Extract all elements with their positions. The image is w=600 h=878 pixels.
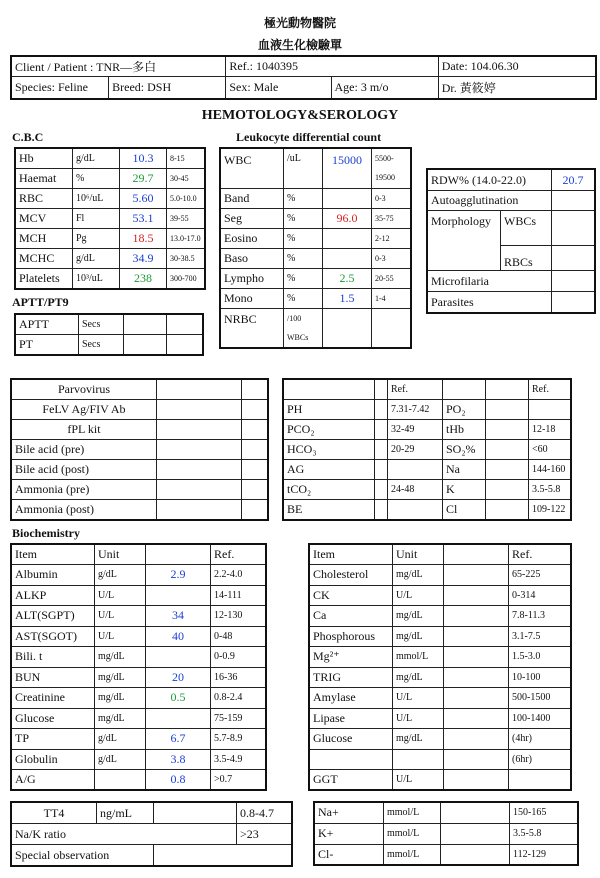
serology-name: FeLV Ag/FIV Ab — [11, 400, 157, 420]
gas-ref — [388, 460, 443, 480]
bio-row — [11, 626, 266, 647]
bio-row — [11, 606, 266, 627]
tt4-ref: 0.8-4.7 — [237, 802, 293, 824]
bio-name-r: Lipase — [309, 708, 393, 729]
tt4-unit: ng/mL — [97, 802, 154, 824]
leukocyte-label: Leukocyte differential count — [236, 130, 382, 144]
diff-row — [220, 188, 411, 208]
bio-ref: 12-130 — [211, 606, 267, 627]
bio-row-right — [309, 749, 571, 770]
diff-ref: 0-3 — [372, 188, 412, 208]
gas-ref-header: Ref. — [388, 379, 443, 400]
elec-unit: mmol/L — [384, 823, 441, 844]
autoagglutination-label: Autoagglutination — [427, 191, 552, 211]
bio-row-right — [309, 770, 571, 791]
bio-unit-r: U/L — [393, 585, 444, 606]
cbc-value: 238 — [120, 269, 167, 290]
morph-rbcs-label: RBCs — [501, 245, 552, 270]
bio-unit: U/L — [95, 626, 146, 647]
bio-ref-r: 3.1-7.5 — [509, 626, 572, 647]
bio-unit: mg/dL — [95, 667, 146, 688]
nrbc-name: NRBC — [220, 308, 284, 348]
bio-name-r — [309, 749, 393, 770]
cbc-ref: 5.0-10.0 — [167, 189, 206, 209]
bio-unit: U/L — [95, 606, 146, 627]
cbc-ref: 30-38.5 — [167, 249, 206, 269]
gas-ref-2 — [529, 400, 572, 420]
bio-ref-header: Ref. — [211, 544, 267, 565]
diff-value: 2.5 — [323, 268, 372, 288]
cbc-value: 10.3 — [120, 148, 167, 169]
gas-item: AG — [283, 460, 375, 480]
gas-ref: 32-49 — [388, 420, 443, 440]
elec-name: K+ — [314, 823, 384, 844]
aptt-table — [14, 313, 204, 356]
diff-row — [220, 268, 411, 288]
bio-unit-header-r: Unit — [393, 544, 444, 565]
diff-row — [220, 248, 411, 268]
diff-value — [323, 188, 372, 208]
bio-name: BUN — [11, 667, 95, 688]
bio-row — [11, 688, 266, 709]
gas-ref — [388, 500, 443, 521]
gas-item: PCO₂ — [283, 420, 375, 440]
cbc-ref: 30-45 — [167, 169, 206, 189]
biochemistry-label: Biochemistry — [12, 526, 80, 540]
bio-value: 40 — [146, 626, 211, 647]
wbc-name: WBC — [220, 148, 284, 188]
serology-name: Parvovirus — [11, 379, 157, 400]
bio-row-right — [309, 708, 571, 729]
cbc-name: Hb — [15, 148, 73, 169]
elec-name: Cl- — [314, 844, 384, 865]
bio-row-right — [309, 606, 571, 627]
bio-name: A/G — [11, 770, 95, 791]
wbc-unit: /uL — [284, 148, 323, 188]
cbc-row — [15, 229, 205, 249]
bio-name-r: CK — [309, 585, 393, 606]
gas-item-2: Na — [443, 460, 486, 480]
bio-ref-r: 1.5-3.0 — [509, 647, 572, 668]
diff-name: Baso — [220, 248, 284, 268]
bio-row-right — [309, 647, 571, 668]
cbc-name: MCHC — [15, 249, 73, 269]
diff-name: Band — [220, 188, 284, 208]
gas-ref-header-2: Ref. — [529, 379, 572, 400]
bio-unit-header: Unit — [95, 544, 146, 565]
gas-ref: 24-48 — [388, 480, 443, 500]
diff-value — [323, 228, 372, 248]
tt4-table — [10, 801, 293, 867]
bio-name: Globulin — [11, 749, 95, 770]
diff-row — [220, 288, 411, 308]
bio-unit: mg/dL — [95, 708, 146, 729]
bio-ref: 2.2-4.0 — [211, 565, 267, 586]
bio-row — [11, 585, 266, 606]
serology-name: fPL kit — [11, 420, 157, 440]
cbc-ref: 8-15 — [167, 148, 206, 169]
elec-ref: 112-129 — [510, 844, 579, 865]
cbc-value: 53.1 — [120, 209, 167, 229]
diff-name: Lympho — [220, 268, 284, 288]
bio-name-r: Cholesterol — [309, 565, 393, 586]
gas-item-2: SO₂% — [443, 440, 486, 460]
diff-unit: % — [284, 228, 323, 248]
bio-unit: U/L — [95, 585, 146, 606]
bio-unit-r: mmol/L — [393, 647, 444, 668]
bio-ref-r: 100-1400 — [509, 708, 572, 729]
rdw-table — [426, 168, 596, 314]
parasites-label: Parasites — [427, 292, 552, 314]
cbc-name: RBC — [15, 189, 73, 209]
bio-row-right — [309, 667, 571, 688]
aptt-unit: Secs — [79, 335, 124, 356]
diff-value — [323, 248, 372, 268]
serology-name: Ammonia (pre) — [11, 480, 157, 500]
bio-item-header-r: Item — [309, 544, 393, 565]
section-heading: HEMOTOLOGY&SEROLOGY — [201, 108, 399, 123]
bio-unit-r: U/L — [393, 708, 444, 729]
cbc-value: 18.5 — [120, 229, 167, 249]
diff-value: 1.5 — [323, 288, 372, 308]
bio-row — [11, 729, 266, 750]
cbc-ref: 300-700 — [167, 269, 206, 290]
bio-unit-r: mg/dL — [393, 565, 444, 586]
wbc-table — [219, 147, 412, 349]
serology-name: Bile acid (post) — [11, 460, 157, 480]
bio-value: 20 — [146, 667, 211, 688]
tt4-label: TT4 — [11, 802, 97, 824]
bio-unit-r: mg/dL — [393, 626, 444, 647]
bio-unit: g/dL — [95, 749, 146, 770]
bio-item-header: Item — [11, 544, 95, 565]
bio-value — [146, 708, 211, 729]
cbc-row — [15, 148, 205, 169]
cbc-table — [14, 147, 206, 290]
wbc-ref-1: 5500- — [372, 148, 412, 168]
bio-name: ALT(SGPT) — [11, 606, 95, 627]
bio-name: Creatinine — [11, 688, 95, 709]
microfilaria-label: Microfilaria — [427, 271, 552, 292]
gas-ref-2: 12-18 — [529, 420, 572, 440]
gas-ref-2: <60 — [529, 440, 572, 460]
diff-ref: 0-3 — [372, 248, 412, 268]
cbc-name: MCH — [15, 229, 73, 249]
sex-field: Sex: Male — [226, 77, 331, 99]
diff-unit: % — [284, 288, 323, 308]
gas-item: BE — [283, 500, 375, 521]
diff-ref: 20-55 — [372, 268, 412, 288]
bio-name: AST(SGOT) — [11, 626, 95, 647]
bio-unit: mg/dL — [95, 647, 146, 668]
client-field: Client / Patient : TNR—多白 — [11, 56, 226, 77]
bio-name-r: Glucose — [309, 729, 393, 750]
aptt-label: APTT/PT9 — [12, 295, 69, 309]
bio-ref-r: (4hr) — [509, 729, 572, 750]
diff-ref: 2-12 — [372, 228, 412, 248]
bio-name: Albumin — [11, 565, 95, 586]
bio-ref-r: 500-1500 — [509, 688, 572, 709]
cbc-value: 34.9 — [120, 249, 167, 269]
bio-name: ALKP — [11, 585, 95, 606]
aptt-unit: Secs — [79, 314, 124, 335]
cbc-name: Haemat — [15, 169, 73, 189]
diff-name: Eosino — [220, 228, 284, 248]
bio-name-r: Phosphorous — [309, 626, 393, 647]
ref-field: Ref.: 1040395 — [226, 56, 438, 77]
cbc-row — [15, 189, 205, 209]
gas-item-2: tHb — [443, 420, 486, 440]
gas-item: HCO₃ — [283, 440, 375, 460]
bio-row-right — [309, 729, 571, 750]
diff-name: Seg — [220, 208, 284, 228]
bio-unit-r: mg/dL — [393, 606, 444, 627]
bio-ref: 5.7-8.9 — [211, 729, 267, 750]
bio-name-r: Ca — [309, 606, 393, 627]
gas-item: PH — [283, 400, 375, 420]
bio-ref-r: 65-225 — [509, 565, 572, 586]
nrbc-unit-1: /100 — [284, 308, 323, 328]
cbc-name: MCV — [15, 209, 73, 229]
diff-row — [220, 228, 411, 248]
gas-ref: 20-29 — [388, 440, 443, 460]
bio-ref-r: 10-100 — [509, 667, 572, 688]
bio-row — [11, 565, 266, 586]
bio-name-r: Amylase — [309, 688, 393, 709]
bio-ref: 75-159 — [211, 708, 267, 729]
bio-unit-r — [393, 749, 444, 770]
bio-value: 2.9 — [146, 565, 211, 586]
gas-item-2: K — [443, 480, 486, 500]
nrbc-unit-2: WBCs — [284, 328, 323, 348]
bio-value: 6.7 — [146, 729, 211, 750]
bio-ref-r: 7.8-11.3 — [509, 606, 572, 627]
cbc-row — [15, 209, 205, 229]
bio-name-r: Mg²⁺ — [309, 647, 393, 668]
bio-value: 34 — [146, 606, 211, 627]
wbc-value: 15000 — [323, 148, 372, 188]
bio-ref-r: 0-314 — [509, 585, 572, 606]
bio-name: Glucose — [11, 708, 95, 729]
diff-unit: % — [284, 268, 323, 288]
diff-unit: % — [284, 248, 323, 268]
bio-row — [11, 647, 266, 668]
bio-ref: 0-0.9 — [211, 647, 267, 668]
cbc-label: C.B.C — [12, 130, 44, 144]
bio-ref: 0-48 — [211, 626, 267, 647]
cbc-value: 29.7 — [120, 169, 167, 189]
elec-ref: 3.5-5.8 — [510, 823, 579, 844]
bio-ref-r: (6hr) — [509, 749, 572, 770]
bio-row — [11, 749, 266, 770]
cbc-ref: 39-55 — [167, 209, 206, 229]
bio-row — [11, 708, 266, 729]
bio-unit-r: U/L — [393, 770, 444, 791]
bio-value: 0.8 — [146, 770, 211, 791]
serology-name: Bile acid (pre) — [11, 440, 157, 460]
bio-ref-header-r: Ref. — [509, 544, 572, 565]
elec-unit: mmol/L — [384, 802, 441, 823]
gas-ref: 7.31-7.42 — [388, 400, 443, 420]
bio-ref: 0.8-2.4 — [211, 688, 267, 709]
cbc-unit: Fl — [73, 209, 120, 229]
morphology-label: Morphology — [427, 211, 501, 271]
bio-value — [146, 647, 211, 668]
form-title: 血液生化檢驗單 — [257, 38, 342, 52]
diff-ref: 35-75 — [372, 208, 412, 228]
elec-ref: 150-165 — [510, 802, 579, 823]
cbc-unit: % — [73, 169, 120, 189]
special-observation-label: Special observation — [11, 845, 154, 867]
bio-value — [146, 585, 211, 606]
cbc-name: Platelets — [15, 269, 73, 290]
doctor-field: Dr. 黃筱婷 — [438, 77, 596, 99]
bio-name: Bili. t — [11, 647, 95, 668]
gas-item: tCO₂ — [283, 480, 375, 500]
hospital-name: 極光動物醫院 — [263, 16, 336, 30]
aptt-name: APTT — [15, 314, 79, 335]
bio-unit: g/dL — [95, 729, 146, 750]
bio-ref-r — [509, 770, 572, 791]
biochem-right-table — [308, 543, 572, 791]
cbc-unit: g/dL — [73, 148, 120, 169]
cbc-unit: 10⁶/uL — [73, 189, 120, 209]
bio-name: TP — [11, 729, 95, 750]
rdw-value: 20.7 — [552, 169, 596, 191]
age-field: Age: 3 m/o — [331, 77, 438, 99]
cbc-row — [15, 269, 205, 290]
cbc-ref: 13.0-17.0 — [167, 229, 206, 249]
blood-gas-table — [282, 378, 572, 521]
nak-ratio-ref: >23 — [237, 824, 293, 845]
bio-name-r: TRIG — [309, 667, 393, 688]
bio-row-right — [309, 688, 571, 709]
bio-unit-r: mg/dL — [393, 729, 444, 750]
elec-unit: mmol/L — [384, 844, 441, 865]
morph-wbcs-label: WBCs — [501, 211, 552, 246]
gas-item-2: PO₂ — [443, 400, 486, 420]
species-field: Species: Feline — [11, 77, 109, 99]
cbc-unit: g/dL — [73, 249, 120, 269]
cbc-value: 5.60 — [120, 189, 167, 209]
bio-value: 0.5 — [146, 688, 211, 709]
elec-name: Na+ — [314, 802, 384, 823]
gas-ref-2: 3.5-5.8 — [529, 480, 572, 500]
patient-info-table — [10, 55, 597, 100]
cbc-row — [15, 249, 205, 269]
cbc-unit: Pg — [73, 229, 120, 249]
diff-row — [220, 208, 411, 228]
cbc-unit: 10³/uL — [73, 269, 120, 290]
cbc-row — [15, 169, 205, 189]
gas-item-2: Cl — [443, 500, 486, 521]
nak-ratio-label: Na/K ratio — [11, 824, 237, 845]
wbc-ref-2: 19500 — [372, 168, 412, 188]
bio-name-r: GGT — [309, 770, 393, 791]
bio-row-right — [309, 626, 571, 647]
diff-value: 96.0 — [323, 208, 372, 228]
diff-unit: % — [284, 208, 323, 228]
biochem-left-table — [10, 543, 267, 791]
bio-ref: 16-36 — [211, 667, 267, 688]
bio-unit — [95, 770, 146, 791]
diff-unit: % — [284, 188, 323, 208]
bio-unit: mg/dL — [95, 688, 146, 709]
bio-unit-r: mg/dL — [393, 667, 444, 688]
gas-ref-2: 144-160 — [529, 460, 572, 480]
diff-ref: 1-4 — [372, 288, 412, 308]
bio-row — [11, 770, 266, 791]
serology-table — [10, 378, 269, 521]
breed-field: Breed: DSH — [109, 77, 226, 99]
bio-row — [11, 667, 266, 688]
bio-ref: 3.5-4.9 — [211, 749, 267, 770]
aptt-name: PT — [15, 335, 79, 356]
bio-value: 3.8 — [146, 749, 211, 770]
bio-row-right — [309, 585, 571, 606]
serology-name: Ammonia (post) — [11, 500, 157, 521]
bio-unit: g/dL — [95, 565, 146, 586]
bio-unit-r: U/L — [393, 688, 444, 709]
gas-ref-2: 109-122 — [529, 500, 572, 521]
bio-ref: 14-111 — [211, 585, 267, 606]
bio-ref: >0.7 — [211, 770, 267, 791]
rdw-label: RDW% (14.0-22.0) — [427, 169, 552, 191]
electrolyte-table — [313, 801, 579, 866]
date-field: Date: 104.06.30 — [438, 56, 596, 77]
diff-name: Mono — [220, 288, 284, 308]
bio-row-right — [309, 565, 571, 586]
